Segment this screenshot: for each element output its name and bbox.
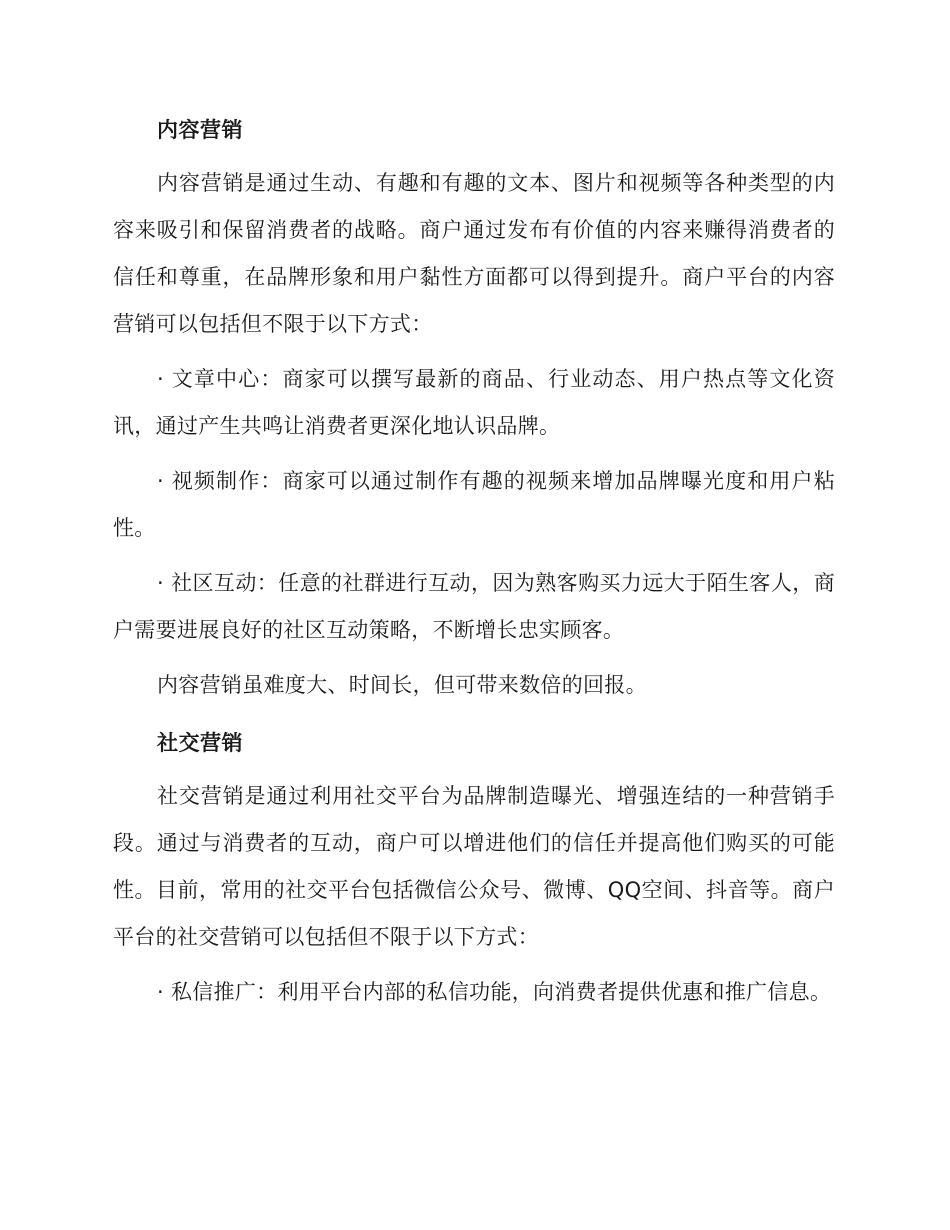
content-marketing-bullet-articles: · 文章中心：商家可以撰写最新的商品、行业动态、用户热点等文化资讯，通过产生共鸣让消费者更深化地认识品牌。	[113, 367, 835, 438]
section-heading-content-marketing: 内容营销	[157, 118, 243, 142]
social-marketing-intro: 社交营销是通过利用社交平台为品牌制造曝光、增强连结的一种营销手段。通过与消费者的互动，商户可以增进他们的信任并提高他们购买的可能性。目前，常用的社交平台包括微信公众号、微博、QQ空间、抖音等。商户平台的社交营销可以包括但不限于以下方式：	[113, 784, 835, 949]
content-marketing-bullet-video: · 视频制作：商家可以通过制作有趣的视频来增加品牌曝光度和用户粘性。	[113, 469, 835, 540]
document-page	[113, 108, 835, 1016]
section-heading-social-marketing: 社交营销	[157, 731, 243, 755]
content-marketing-conclusion: 内容营销虽难度大、时间长，但可带来数倍的回报。	[157, 673, 647, 697]
content-marketing-intro: 内容营销是通过生动、有趣和有趣的文本、图片和视频等各种类型的内容来吸引和保留消费者的战略。商户通过发布有价值的内容来赚得消费者的信任和尊重，在品牌形象和用户黏性方面都可以得到提升。商户平台的内容营销可以包括但不限于以下方式：	[113, 171, 835, 336]
content-marketing-bullet-community: · 社区互动：任意的社群进行互动，因为熟客购买力远大于陌生客人，商户需要进展良好的社区互动策略，不断增长忠实顾客。	[113, 571, 835, 642]
social-marketing-bullet-private-message: · 私信推广：利用平台内部的私信功能，向消费者提供优惠和推广信息。	[157, 980, 832, 1004]
